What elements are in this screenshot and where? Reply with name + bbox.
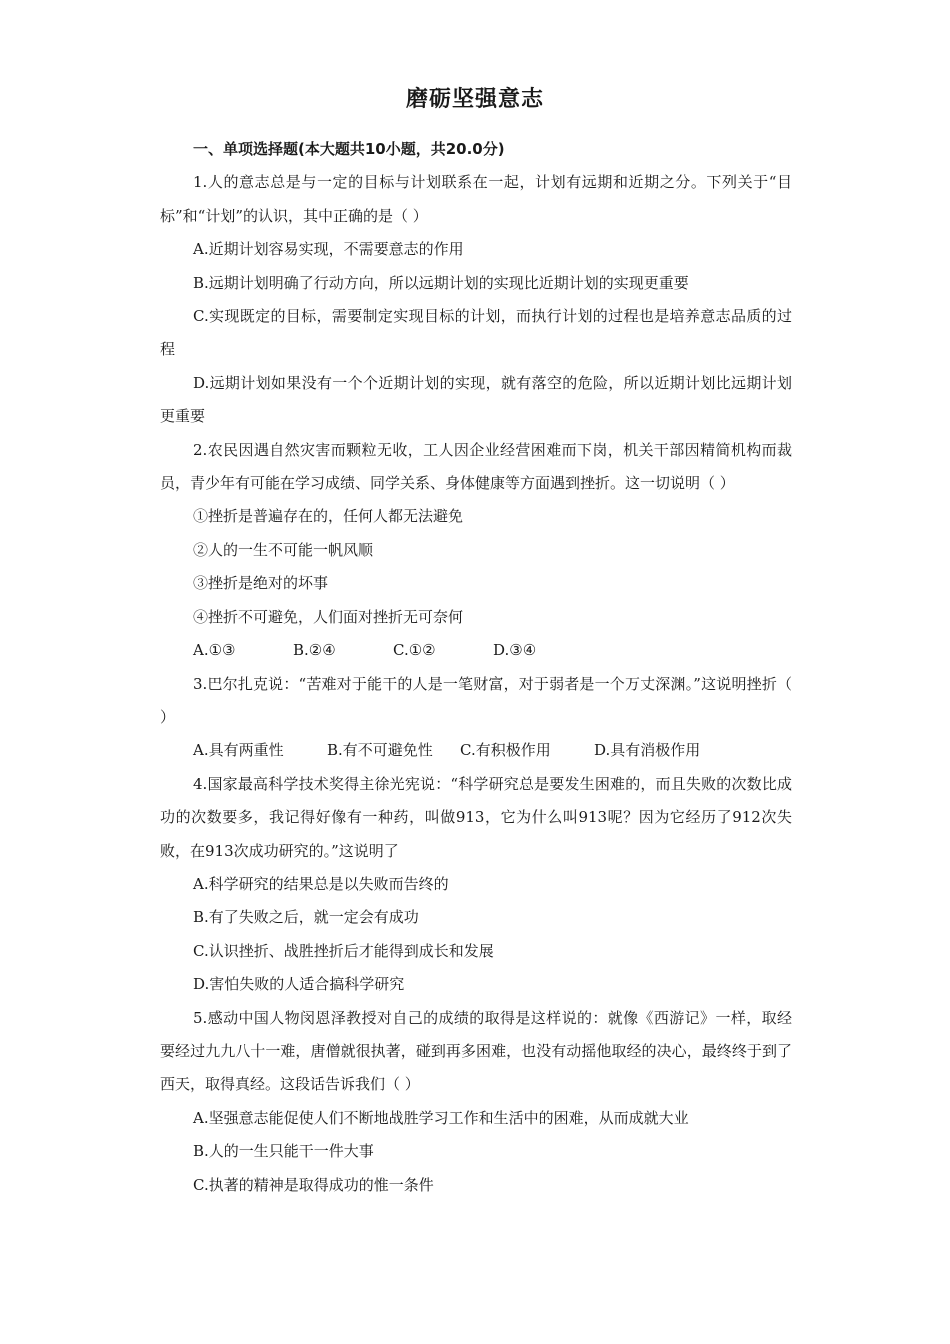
question-5-option-c: C.执著的精神是取得成功的惟一条件: [193, 1175, 434, 1194]
question-5: [160, 1002, 792, 1202]
question-1-option-a: A.近期计划容易实现，不需要意志的作用: [193, 240, 464, 259]
question-2-statement-2: ②人的一生不可能一帆风顺: [193, 540, 374, 559]
question-4-option-d: D.害怕失败的人适合搞科学研究: [193, 975, 405, 994]
question-5-option-b: B.人的一生只能干一件大事: [193, 1142, 374, 1161]
question-2-statement-3: ③挫折是绝对的坏事: [193, 574, 329, 593]
question-2-option-d: D.③④: [493, 641, 537, 660]
question-4-option-b: B.有了失败之后，就一定会有成功: [193, 908, 419, 927]
question-5-stem: 5.感动中国人物闵恩泽教授对自己的成绩的取得是这样说的：就像《西游记》一样，取经要经过九九八十一难，唐僧就很执著，碰到再多困难，也没有动摇他取经的决心，最终终于到了西天，取得真经。这段话告诉我们（ ）: [160, 1008, 792, 1094]
question-2-stem: 2.农民因遇自然灾害而颗粒无收，工人因企业经营困难而下岗，机关干部因精简机构而裁员，青少年有可能在学习成绩、同学关系、身体健康等方面遇到挫折。这一切说明（ ）: [160, 440, 792, 493]
question-2-statement-4: ④挫折不可避免，人们面对挫折无可奈何: [193, 607, 464, 626]
question-4-option-a: A.科学研究的结果总是以失败而告终的: [193, 874, 449, 893]
question-2-option-a: A.①③: [193, 641, 236, 660]
question-4: [160, 768, 792, 1002]
question-1-option-d: D.远期计划如果没有一个个近期计划的实现，就有落空的危险，所以近期计划比远期计划更重要: [160, 373, 792, 426]
question-2-option-b: B.②④: [293, 641, 336, 660]
question-1-option-b: B.远期计划明确了行动方向，所以远期计划的实现比近期计划的实现更重要: [193, 273, 689, 292]
question-2-option-c: C.①②: [393, 641, 436, 660]
question-3-option-c: C.有积极作用: [460, 741, 551, 760]
question-3-option-b: B.有不可避免性: [327, 741, 433, 760]
question-3-option-d: D.具有消极作用: [594, 741, 701, 760]
page-title: 磨砺坚强意志: [405, 87, 544, 112]
question-1: [160, 166, 792, 433]
question-1-stem: 1.人的意志总是与一定的目标与计划联系在一起，计划有远期和近期之分。下列关于“目标”和“计划”的认识，其中正确的是（ ）: [160, 173, 792, 225]
question-3-stem: 3.巴尔扎克说：“苦难对于能干的人是一笔财富，对于弱者是一个万丈深渊。”这说明挫折（ ）: [160, 674, 792, 726]
question-3-options: [160, 734, 792, 767]
question-4-stem: 4.国家最高科学技术奖得主徐光宪说：“科学研究总是要发生困难的，而且失败的次数比成功的次数要多，我记得好像有一种药，叫做913，它为什么叫913呢？因为它经历了912次失败，在913次成功研究的。”这说明了: [160, 774, 792, 860]
question-2-statement-1: ①挫折是普遍存在的，任何人都无法避免: [193, 507, 464, 526]
question-2-options: [160, 634, 792, 667]
question-1-option-c: C.实现既定的目标，需要制定实现目标的计划，而执行计划的过程也是培养意志品质的过程: [160, 307, 792, 359]
question-5-option-a: A.坚强意志能促使人们不断地战胜学习工作和生活中的困难，从而成就大业: [193, 1108, 689, 1127]
question-3: [160, 668, 792, 768]
section-heading: 一、单项选择题(本大题共10小题，共20.0分): [193, 140, 505, 158]
question-4-option-c: C.认识挫折、战胜挫折后才能得到成长和发展: [193, 941, 494, 960]
question-2: [160, 434, 792, 668]
question-3-option-a: A.具有两重性: [193, 741, 284, 760]
document-body: [160, 133, 792, 1202]
